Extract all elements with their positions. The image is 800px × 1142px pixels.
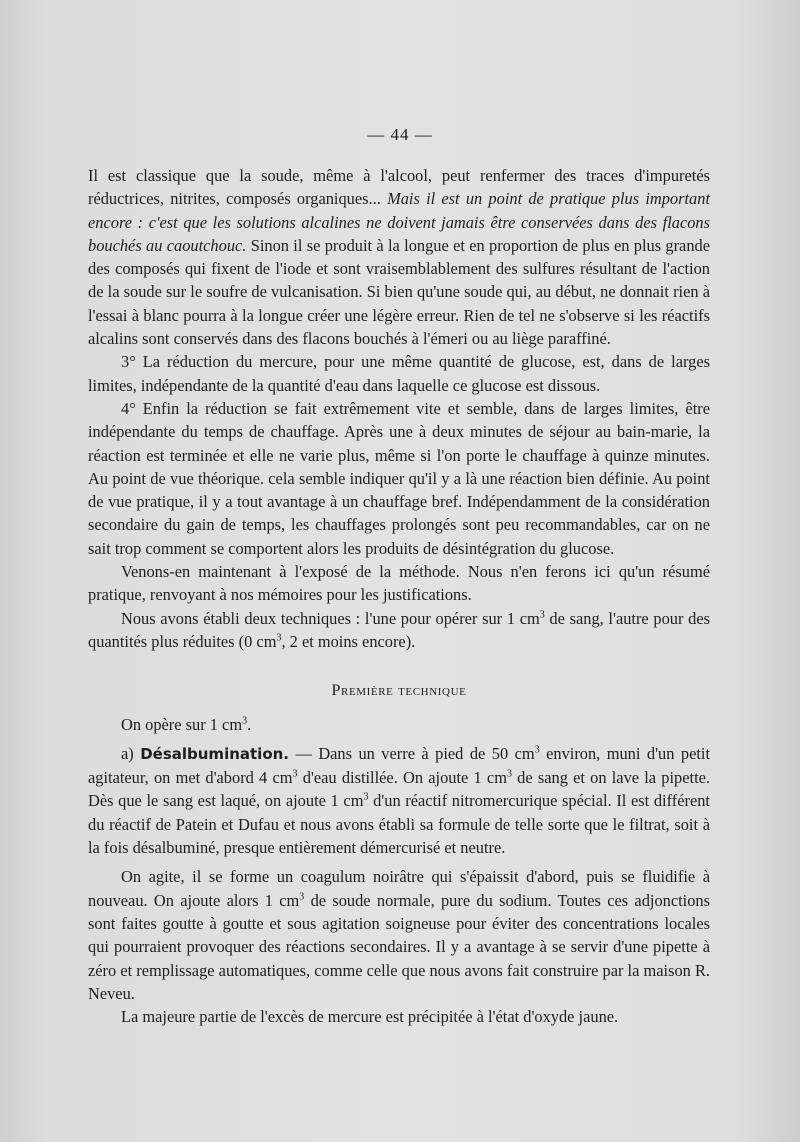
paragraph-alkaline-storage [88, 164, 710, 350]
paragraph-text: de soude normale, pure du sodium. Toutes ces adjonctions sont faites goutte à goutte et sous agitation soigneuse pour éviter des concentrations locales qui pourraient provoquer des réactions secondaires. Il y a avantage à se servir d'une pipette à zéro et remplissage automatiques, comme celle que nous avons fait construire par la maison R. Neveu. [88, 890, 711, 1003]
body-text [88, 164, 710, 1028]
superscript: 3 [506, 768, 512, 780]
paragraph-point-4: 4° Enfin la réduction se fait extrêmement vite et semble, dans de larges limites, être indépendante du temps de chauffage. Après une à deux minutes de séjour au bain-marie, la réaction est terminée et elle ne varie plus, même si l'on porte le chauffage à quinze minutes. Au point de vue théorique. cela semble indiquer qu'il y a là une réaction bien définie. Au point de vue pratique, il y a tout avantage à un chauffage bref. Indépendamment de la considération secondaire du gain de temps, les chauffages prolongés sont peu recommandables, car on ne sait trop comment se comportent alors les produits de désintégration du glucose. [88, 398, 710, 558]
paragraph-point-3: 3° La réduction du mercure, pour une même quantité de glucose, est, dans de larges limites, indépendante de la quantité d'eau dans laquelle ce glucose est dissous. [88, 352, 710, 395]
paragraph-text: environ, muni d'un petit agitateur, on met d'abord 4 cm [88, 743, 710, 788]
paragraph-text: Sinon il se produit à la longue et en proportion de plus en plus grande des composés qui fixent de l'iode et sont vraisemblablement des sulfures résultant de l'action de la soude sur le soufre de vulcanisation. Si bien qu'une soude qui, au début, ne donnait rien à l'essai à blanc pourra à la longue créer une légère erreur. Rien de tel ne s'observe si les réactifs alcalins sont conservés dans des flacons bouchés à l'émeri ou au liège paraffiné. [88, 235, 711, 349]
paragraph-text: , 2 et moins encore). [281, 631, 416, 651]
paragraph-text: d'eau distillée. On ajoute 1 cm [297, 768, 507, 788]
paragraph-agitation [88, 865, 710, 1005]
paragraph-desalbumination [88, 742, 710, 859]
paragraph-operate-on [88, 713, 710, 736]
paragraph-text: Il est classique que la soude, même à l'alcool, peut renfermer des traces d'impuretés réductrices, nitrites, composés organiques... [88, 166, 710, 209]
paragraph-text: On agite, il se forme un coagulum noirâtre qui s'épaissit d'abord, puis se fluidifie à nouveau. On ajoute alors 1 cm [88, 867, 710, 910]
superscript: 3 [534, 744, 540, 756]
paragraph-text: de sang, l'autre pour des quantités plus réduites (0 cm [88, 608, 710, 651]
step-heading: Désalbumination. [140, 744, 290, 763]
paragraph-text: d'un réactif nitromercurique spécial. Il est différent du réactif de Patein et Dufau et nous avons établi sa formule de telle sorte que le filtrat, soit à la fois désalbuminé, presque entièrement démercurisé et neutre. [88, 791, 710, 858]
section-title: Première technique [331, 682, 467, 700]
superscript: 3 [363, 791, 369, 803]
paragraph-method-intro: Venons-en maintenant à l'exposé de la méthode. Nous n'en ferons ici qu'un résumé pratique, renvoyant à nos mémoires pour les justifications. [88, 562, 710, 605]
superscript: 3 [299, 891, 305, 903]
paragraph-text: On opère sur 1 cm [121, 714, 243, 734]
paragraph-mercury-excess: La majeure partie de l'excès de mercure est précipitée à l'état d'oxyde jaune. [121, 1007, 619, 1027]
paragraph-two-techniques [88, 607, 710, 654]
paragraph-text: . [247, 714, 252, 734]
italic-emphasis: Mais il est un point de pratique plus important encore : c'est que les solutions alcalines ne doivent jamais être conservées dans des flacons bouchés au caoutchouc. [88, 189, 710, 255]
paragraph-text: de sang et on lave la pipette. Dès que le sang est laqué, on ajoute 1 cm [88, 768, 710, 811]
paragraph-text: Nous avons établi deux techniques : l'une pour opérer sur 1 cm [121, 608, 540, 628]
superscript: 3 [292, 768, 298, 780]
superscript: 3 [242, 715, 248, 727]
paragraph-text: — Dans un verre à pied de 50 cm [289, 743, 535, 763]
page-number: — 44 — [367, 125, 433, 144]
superscript: 3 [539, 609, 545, 621]
paragraph-text: a) [121, 743, 141, 763]
superscript: 3 [276, 632, 282, 644]
